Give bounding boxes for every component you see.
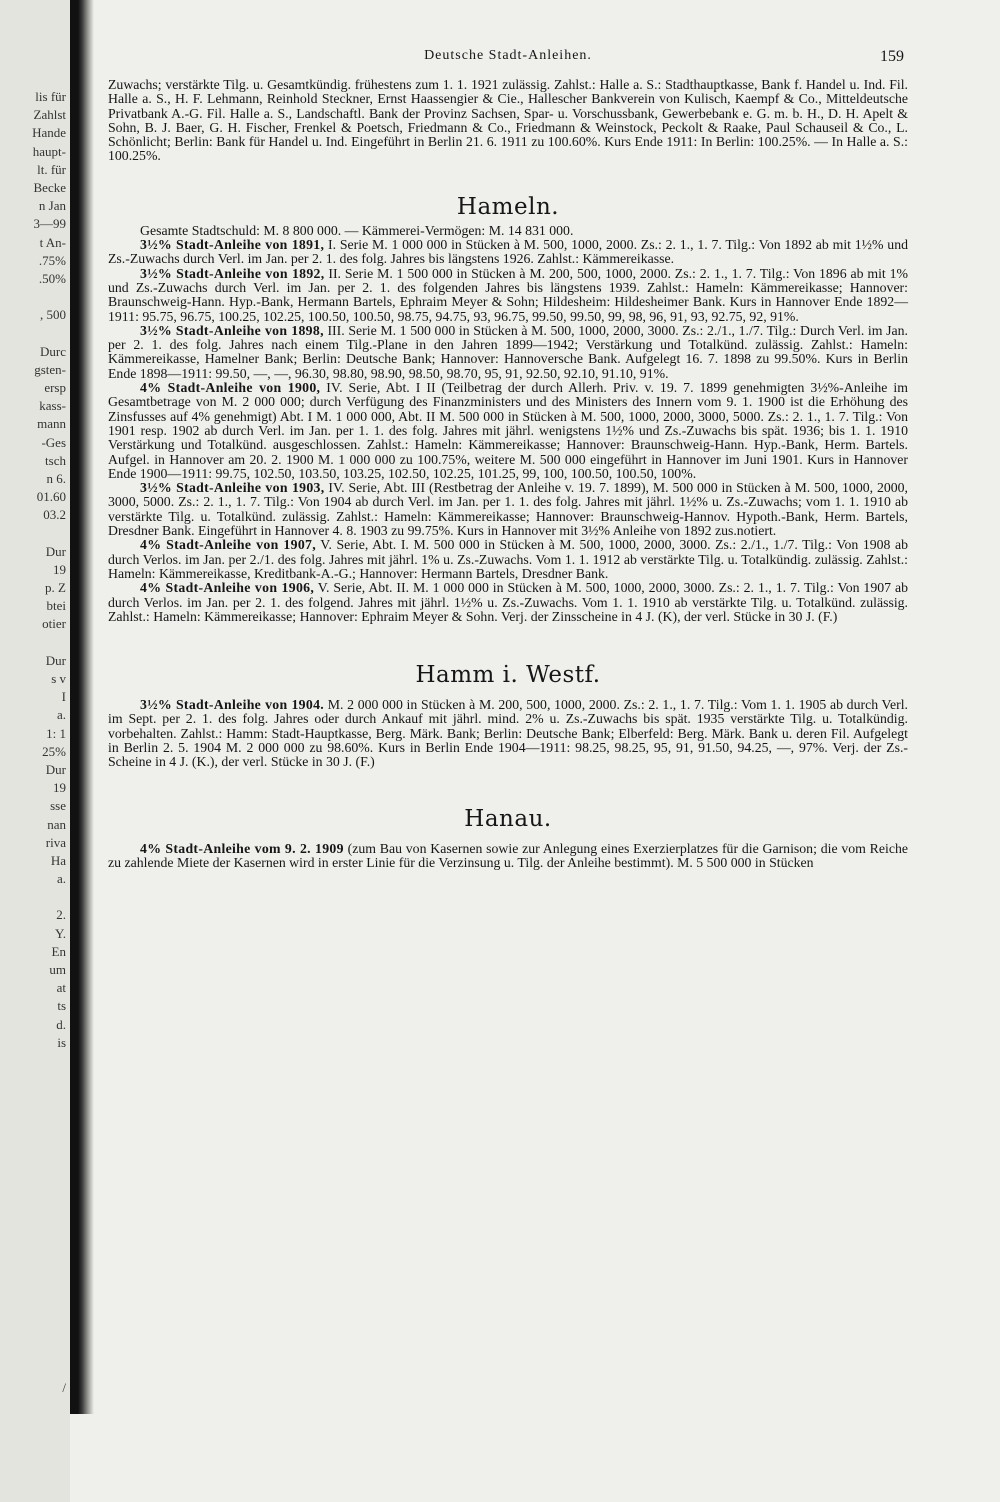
loan-details: M. 2 000 000 in Stücken à M. 200, 500, 1000, 2000. Zs.: 2. 1., 1. 7. Tilg.: Vom 1. 1. 1905 ab durch Verl. im Sept. per 2. 1. des folg. Jahres oder durch Ankauf mit jährl. mind. 2% u. Zs.-Zuwachs bis spät. 1935 verstärkte Tilg. u. Totalkündig. vorbehalten. Zahlst.: Hamm: Stadt-Hauptkasse, Berg. Märk. Bank; Berlin: Deutsche Bank; Elberfeld: Berg. Märk. Bank u. deren Fil. Aufgelegt in Berlin 2. 5. 1904 M. 2 000 000 zu 98.60%. Kurs in Berlin Ende 1904—1911: 98.25, 98.25, 95, 91, 91.50, 94.25, —, 97%. Verj. der Zs.-Scheine in 4 J. (K.), der verl. Stücke in 30 J. (F.) xyxy=(108,697,908,770)
margin-fragment-line: ersp xyxy=(44,380,66,395)
margin-fragment-line xyxy=(0,1143,70,1161)
page-number: 159 xyxy=(880,48,904,65)
section-heading-hameln: Hameln. xyxy=(456,193,560,220)
margin-fragment-line: .50% xyxy=(38,270,66,286)
margin-fragment-line xyxy=(0,634,70,652)
margin-fragment-line: n Jan xyxy=(38,198,66,214)
margin-fragment-line: btei xyxy=(46,598,66,614)
hameln-entries xyxy=(108,238,908,624)
loan-details: IV. Serie, Abt. III (Restbetrag der Anleihe v. 19. 7. 1899), M. 500 000 in Stücken à M. 500, 1000, 2000, 3000, 5000. Zs.: 2. 1., 1. 7. Tilg.: Von 1904 ab durch Verl. im Jan. per 1. 1. des folg. Jahres mit jährl. 1½% u. Zs.-Zuwachs; vom 1. 1. 1910 ab verstärkte Tilg. u. Totalkünd. zulässig. Zahlst.: Hameln: Kämmereikasse; Hannover: Braunschweig-Hannov. Hypoth.-Bank, Herm. Bartels, Dresdner Bank. Eingeführt in Hannover 4. 8. 1903 zu 99.75%. Kurs in Hannover mit 3½% Anleihe von 1892 zus.notiert. xyxy=(108,480,908,539)
margin-fragment-line: ts xyxy=(57,998,66,1014)
margin-fragment-line xyxy=(0,1161,70,1179)
margin-fragment-line: mann xyxy=(37,416,66,432)
loan-entry xyxy=(108,581,908,624)
margin-fragment-line: lt. für xyxy=(37,161,66,177)
margin-fragment-line xyxy=(0,1270,70,1288)
loan-entry xyxy=(108,481,908,538)
loan-details: III. Serie M. 1 500 000 in Stücken à M. 500, 1000, 2000, 3000. Zs.: 2./1., 1./7. Tilg.: Durch Verl. im Jan. per 2. 1. des folg. Jahres nach einem Tilg.-Plane in den Jahren 1899—1942; Verstärkung und Totalkünd. zulässig. Zahlst.: Hameln: Kämmereikasse, Hamelner Bank; Berlin: Deutsche Bank; Hannover: Hannoversche Bank. Aufgelegt 16. 7. 1898 zu 99.50%. Kurs in Berlin Ende 1898—1911: 99.50, —, —, 96.30, 98.80, 98.90, 98.50, 98.70, 95, 91, 92.50, 92.10, 91.10, 91%. xyxy=(108,322,908,381)
margin-fragment-line: Zahlst xyxy=(33,107,66,123)
hanau-entries xyxy=(108,842,908,871)
loan-title: 3½% Stadt-Anleihe von 1892, xyxy=(140,265,325,281)
margin-fragment-line: d. xyxy=(56,1016,66,1032)
margin-fragment-line: Durc xyxy=(40,343,66,359)
margin-fragment-line xyxy=(0,1252,70,1270)
loan-title: 4% Stadt-Anleihe von 1900, xyxy=(140,380,321,396)
margin-fragment-line xyxy=(0,1307,70,1325)
margin-fragment-line: Hande xyxy=(32,125,66,141)
margin-fragment-line: 25% xyxy=(42,743,66,759)
margin-fragment-line xyxy=(0,288,70,306)
margin-fragment-line xyxy=(0,1343,70,1361)
loan-details: V. Serie, Abt. I. M. 500 000 in Stücken à M. 500, 1000, 2000, 3000. Zs.: 2./1., 1./7. Tilg.: Von 1908 ab durch Verlos. im Jan. per 2./1. des folg. Jahres mit jährl. 1% u. Zs.-Zuwachs. Vom 1. 1. 1912 ab verstärkte Tilg. u. Totalkündig. zulässig. Zahlst.: Hameln: Kämmereikasse, Kreditbank-A.-G.; Hannover: Hermann Bartels, Dresdner Bank. xyxy=(108,537,909,581)
margin-fragment-line: Dur xyxy=(45,543,66,559)
margin-fragment-line: s v xyxy=(51,671,66,686)
loan-details: V. Serie, Abt. II. M. 1 000 000 in Stücken à M. 500, 1000, 2000, 3000. Zs.: 2. 1., 1. 7. Tilg.: Von 1907 ab durch Verlos. im Jan. per 2. 1. des folgend. Jahres mit jährl. 1½% u. Zs.-Zuwachs. Vom 1. 1. 1910 ab verstärkte Tilg. u. Totalkünd. zulässig. Zahlst.: Hameln: Kämmereikasse; Hannover: Ephraim Meyer & Sohn. Verj. der Zinsscheine in 4 J. (K), der verl. Stücke in 30 J. (F.) xyxy=(108,580,908,624)
margin-fragment-line: at xyxy=(56,980,66,996)
margin-fragment-line: 3—99 xyxy=(33,216,66,232)
margin-fragment-line: 19 xyxy=(53,780,66,796)
margin-fragment-line: 1: 1 xyxy=(46,725,66,741)
margin-fragment-line xyxy=(0,1325,70,1343)
section-heading-hanau: Hanau. xyxy=(464,805,552,832)
margin-fragment-line: is xyxy=(57,1034,66,1050)
margin-fragment-line: lis für xyxy=(35,89,66,104)
continuation-paragraph: Zuwachs; verstärkte Tilg. u. Gesamtkündig. frühestens zum 1. 1. 1921 zulässig. Zahlst.: Halle a. S.: Stadthauptkasse, Bank f. Handel u. Ind. Fil. Halle a. S., H. F. Lehmann, Reinhold Steckner, Ernst Haassengier & Cie., Hallescher Bankverein von Kulisch, Kaempf & Co., Mitteldeutsche Privatbank A.-G. Fil. Halle a. S., Landschaftl. Bank der Provinz Sachsen, Spar- u. Vorschussbank, Gewerbebank e. G. m. b. H., D. H. Apelt & Sohn, B. J. Baer, G. H. Fischer, Frenkel & Poetsch, Friedmann & Co., Friedmann & Weinstock, Peckolt & Raake, Paul Schauseil & Co., L. Schönlicht; Berlin: Bank für Handel u. Ind. Eingeführt in Berlin 21. 6. 1911 zu 100.60%. Kurs Ende 1911: In Berlin: 100.25%. — In Halle a. S.: 100.25%. xyxy=(108,77,908,164)
margin-fragment-line xyxy=(0,1288,70,1306)
margin-fragment-line: -Ges xyxy=(41,434,66,450)
margin-fragment-line xyxy=(0,1107,70,1125)
margin-fragment-line: tsch xyxy=(45,452,66,468)
loan-details: II. Serie M. 1 500 000 in Stücken à M. 200, 500, 1000, 2000. Zs.: 2. 1., 1. 7. Tilg.: Von 1896 ab mit 1% und Zs.-Zuwachs durch Verl. im Jan. per 2. 1. des folgenden Jahres bis längstens 1939. Zahlst.: Hameln: Kämmereikasse; Hannover: Braunschweig-Hann. Hyp.-Bank, Hermann Bartels, Ephraim Meyer & Sohn; Hildesheim: Hildesheimer Bank. Kurs in Hannover Ende 1892—1911: 95.75, 96.75, 100.25, 102.25, 100.50, 100.50, 98.75, 94.75, 93, 96.75, 99.50, 99.50, 99, 98, 96, 91, 93, 92.75, 92, 91%. xyxy=(108,265,908,324)
margin-fragment-line xyxy=(0,1088,70,1106)
margin-fragment-line: um xyxy=(49,962,66,977)
margin-fragment-line xyxy=(0,1361,70,1379)
loan-entry xyxy=(108,238,908,267)
margin-fragment-line: , 500 xyxy=(40,307,66,323)
loan-details: (zum Bau von Kasernen sowie zur Anlegung eines Exerzierplatzes für die Garnison; die vom Reiche zu zahlende Miete der Kasernen wird in erster Linie für die Verzinsung u. Tilg. der Anleihe bestimmt). M. 5 500 000 in Stücken xyxy=(108,840,908,870)
margin-fragment-line xyxy=(0,1125,70,1143)
margin-fragment-line: .75% xyxy=(38,252,66,268)
loan-entry xyxy=(108,538,908,581)
margin-fragment-line: 03.2 xyxy=(43,507,66,523)
margin-fragment-line: En xyxy=(51,943,66,959)
loan-entry xyxy=(108,267,908,324)
loan-entry xyxy=(108,324,908,381)
margin-fragment-line xyxy=(0,1052,70,1070)
margin-fragment-line: sse xyxy=(50,798,66,814)
margin-fragment-line: 2. xyxy=(56,907,66,923)
margin-fragment-line: riva xyxy=(45,834,66,850)
loan-title: 4% Stadt-Anleihe vom 9. 2. 1909 xyxy=(140,840,344,856)
adjacent-page-fragment xyxy=(0,0,70,1502)
loan-title: 4% Stadt-Anleihe von 1907, xyxy=(140,537,316,553)
margin-fragment-line: Dur xyxy=(45,652,66,668)
margin-fragment-line: 01.60 xyxy=(36,489,66,505)
margin-fragment-line xyxy=(0,1197,70,1215)
hamm-entries xyxy=(108,698,908,769)
hameln-summary: Gesamte Stadtschuld: M. 8 800 000. — Kämmerei-Vermögen: M. 14 831 000. xyxy=(140,222,574,238)
margin-fragment-line xyxy=(0,1216,70,1234)
margin-fragment-line: haupt- xyxy=(32,143,66,159)
loan-details: IV. Serie, Abt. I II (Teilbetrag der durch Allerh. Priv. v. 19. 7. 1899 genehmigten 3½%-Anleihe im Gesamtbetrage von M. 2 000 000; durch Verfügung des Finanzministers und des Ministers des Innern vom 9. 1. 1900 ist die Erhöhung des Zinsfusses auf 4% genehmigt) Abt. I M. 1 000 000, Abt. II M. 500 000 in Stücken à M. 500, 1000, 2000, 3000, 5000. Zs.: 2. 1., 1. 7. Tilg.: Von 1901 resp. 1902 ab durch Verl. im Jan. per 1. 1. des folg. Jahres mit jährl. wenigstens 1½% und Zs.-Zuwachs bis spät. 1936; bis 1. 1. 1910 Verstärkung und Totalkünd. ausgeschlossen. Zahlst.: Hameln: Kämmereikasse; Hannover: Braunschweig-Hann. Hyp.-Bank, Herm. Bartels. Aufgel. in Hannover am 20. 2. 1900 M. 1 000 000 zu 100.75%, weitere M. 500 000 eingeführt in Hannover im Juni 1901. Kurs in Hannover Ende 1900—1911: 99.75, 102.50, 103.50, 103.25, 102.50, 102.25, 101.25, 99, 100, 100.50, 100.50, 100%. xyxy=(108,380,908,481)
margin-fragment-line: Becke xyxy=(33,179,66,195)
margin-fragment-line xyxy=(0,1179,70,1197)
running-head-title: Deutsche Stadt-Anleihen. xyxy=(424,48,592,63)
margin-fragment-line: / xyxy=(62,1380,66,1396)
margin-fragment-line: a. xyxy=(56,707,66,723)
margin-fragment-line: Dur xyxy=(45,761,66,777)
book-gutter xyxy=(70,0,94,1414)
margin-fragment-line: I xyxy=(61,689,66,705)
margin-fragment-line xyxy=(0,888,70,906)
margin-fragment-line: Ha xyxy=(50,852,66,868)
margin-fragment-line: n 6. xyxy=(46,470,66,486)
loan-title: 3½% Stadt-Anleihe von 1891, xyxy=(140,237,325,253)
margin-fragment-line: t An- xyxy=(39,234,66,250)
margin-fragment-line xyxy=(0,1234,70,1252)
margin-fragment-line: otier xyxy=(42,616,66,632)
margin-fragment-line: nan xyxy=(47,816,66,832)
loan-title: 3½% Stadt-Anleihe von 1904. xyxy=(140,697,325,713)
loan-title: 3½% Stadt-Anleihe von 1898, xyxy=(140,322,324,338)
margin-fragment-line: Y. xyxy=(55,925,66,941)
loan-details: I. Serie M. 1 000 000 in Stücken à M. 500, 1000, 2000. Zs.: 2. 1., 1. 7. Tilg.: Von 1892 ab mit 1½% und Zs.-Zuwachs durch Verl. im Jan. per 2. 1. des folg. Jahres bis längstens 1926. Zahlst.: Kämmereikasse. xyxy=(108,237,908,267)
running-head xyxy=(108,48,908,78)
margin-fragment-line xyxy=(0,1070,70,1088)
loan-entry xyxy=(108,381,908,481)
section-heading-hamm: Hamm i. Westf. xyxy=(415,662,601,689)
loan-entry xyxy=(108,698,908,769)
margin-fragment-line xyxy=(0,525,70,543)
margin-fragment-line: kass- xyxy=(39,398,66,414)
margin-fragment-line: a. xyxy=(56,871,66,887)
page xyxy=(108,48,908,870)
margin-fragment-line: gsten- xyxy=(34,361,66,377)
loan-entry xyxy=(108,842,908,871)
margin-fragment-line: 19 xyxy=(53,561,66,577)
margin-fragment-line xyxy=(0,324,70,342)
margin-fragment-line: p. Z xyxy=(45,580,66,596)
loan-title: 3½% Stadt-Anleihe von 1903, xyxy=(140,480,325,496)
loan-title: 4% Stadt-Anleihe von 1906, xyxy=(140,580,315,596)
